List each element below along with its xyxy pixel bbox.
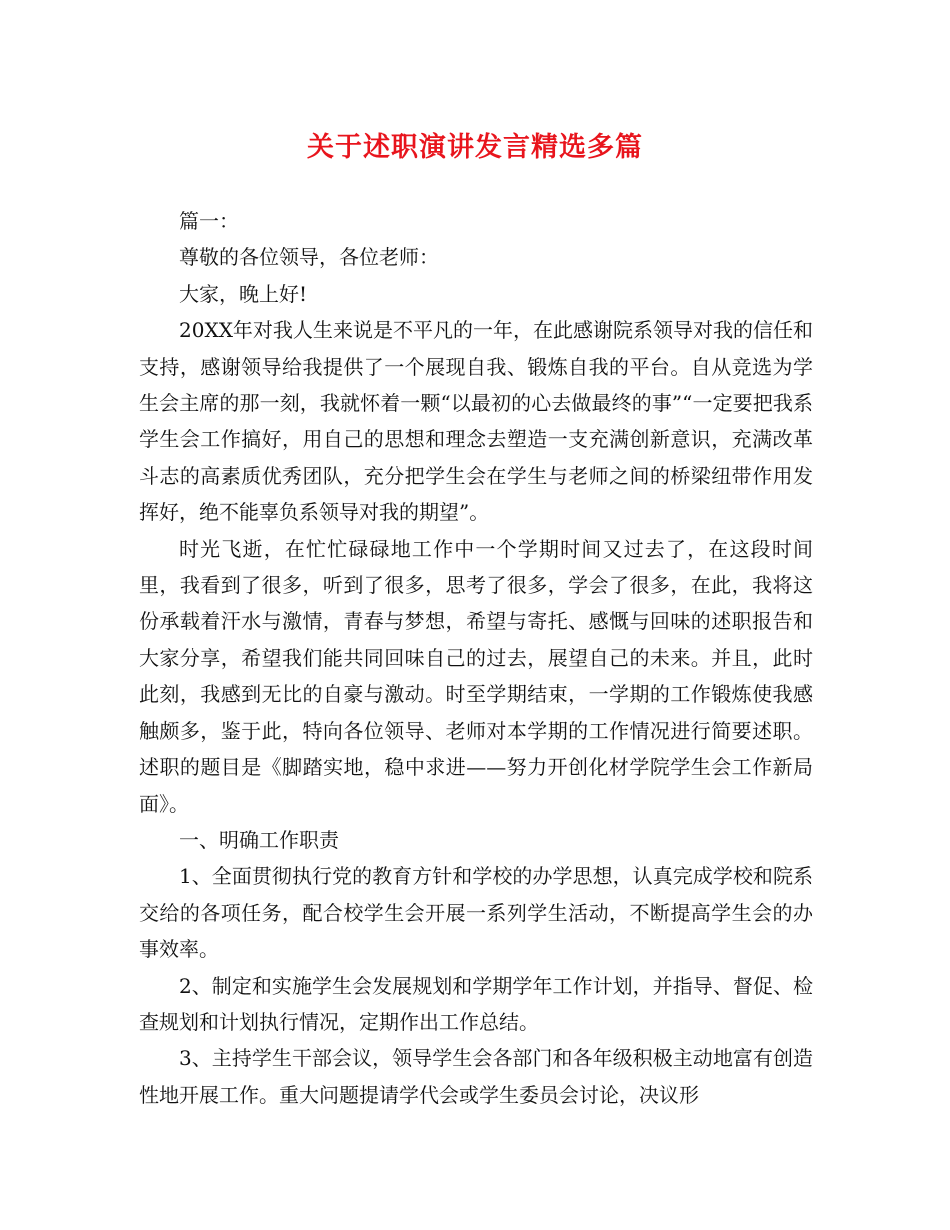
- paragraph-reflection: 时光飞逝，在忙忙碌碌地工作中一个学期时间又过去了，在这段时间里，我看到了很多，听到了很多，思考了很多，学会了很多，在此，我将这份承载着汗水与激情，青春与梦想，希望与寄托、感慨与回味的述职报告和大家分享，希望我们能共同回味自己的过去，展望自己的未来。并且，此时此刻，我感到无比的自豪与激动。时至学期结束，一学期的工作锻炼使我感触颇多，鉴于此，特向各位领导、老师对本学期的工作情况进行简要述职。述职的题目是《脚踏实地，稳中求进——努力开创化材学院学生会工作新局面》。: [139, 536, 813, 816]
- paragraph-intro: 20XX年对我人生来说是不平凡的一年，在此感谢院系领导对我的信任和支持，感谢领导给我提供了一个展现自我、锻炼自我的平台。自从竞选为学生会主席的那一刻，我就怀着一颗“以最初的心去做最终的事”“一定要把我系学生会工作搞好，用自己的思想和理念去塑造一支充满创新意识，充满改革斗志的高素质优秀团队，充分把学生会在学生与老师之间的桥梁纽带作用发挥好，绝不能辜负系领导对我的期望”。: [139, 318, 813, 525]
- paragraph-greeting: 大家，晚上好!: [179, 281, 308, 306]
- paragraph-duty-2: 2、制定和实施学生会发展规划和学期学年工作计划，并指导、督促、检查规划和计划执行情况，定期作出工作总结。: [139, 973, 813, 1034]
- paragraph-section-label: 篇一：: [179, 209, 239, 233]
- paragraph-duty-1: 1、全面贯彻执行党的教育方针和学校的办学思想，认真完成学校和院系交给的各项任务，配合校学生会开展一系列学生活动，不断提高学生会的办事效率。: [139, 864, 813, 962]
- document-title: 关于述职演讲发言精选多篇: [307, 132, 643, 163]
- document-body: [139, 203, 813, 1113]
- paragraph-duty-3: 3、主持学生干部会议，领导学生会各部门和各年级积极主动地富有创造性地开展工作。重大问题提请学代会或学生委员会讨论，决议形: [139, 1046, 813, 1107]
- paragraph-heading-duties: 一、明确工作职责: [179, 827, 339, 852]
- paragraph-salutation: 尊敬的各位领导，各位老师：: [179, 245, 439, 270]
